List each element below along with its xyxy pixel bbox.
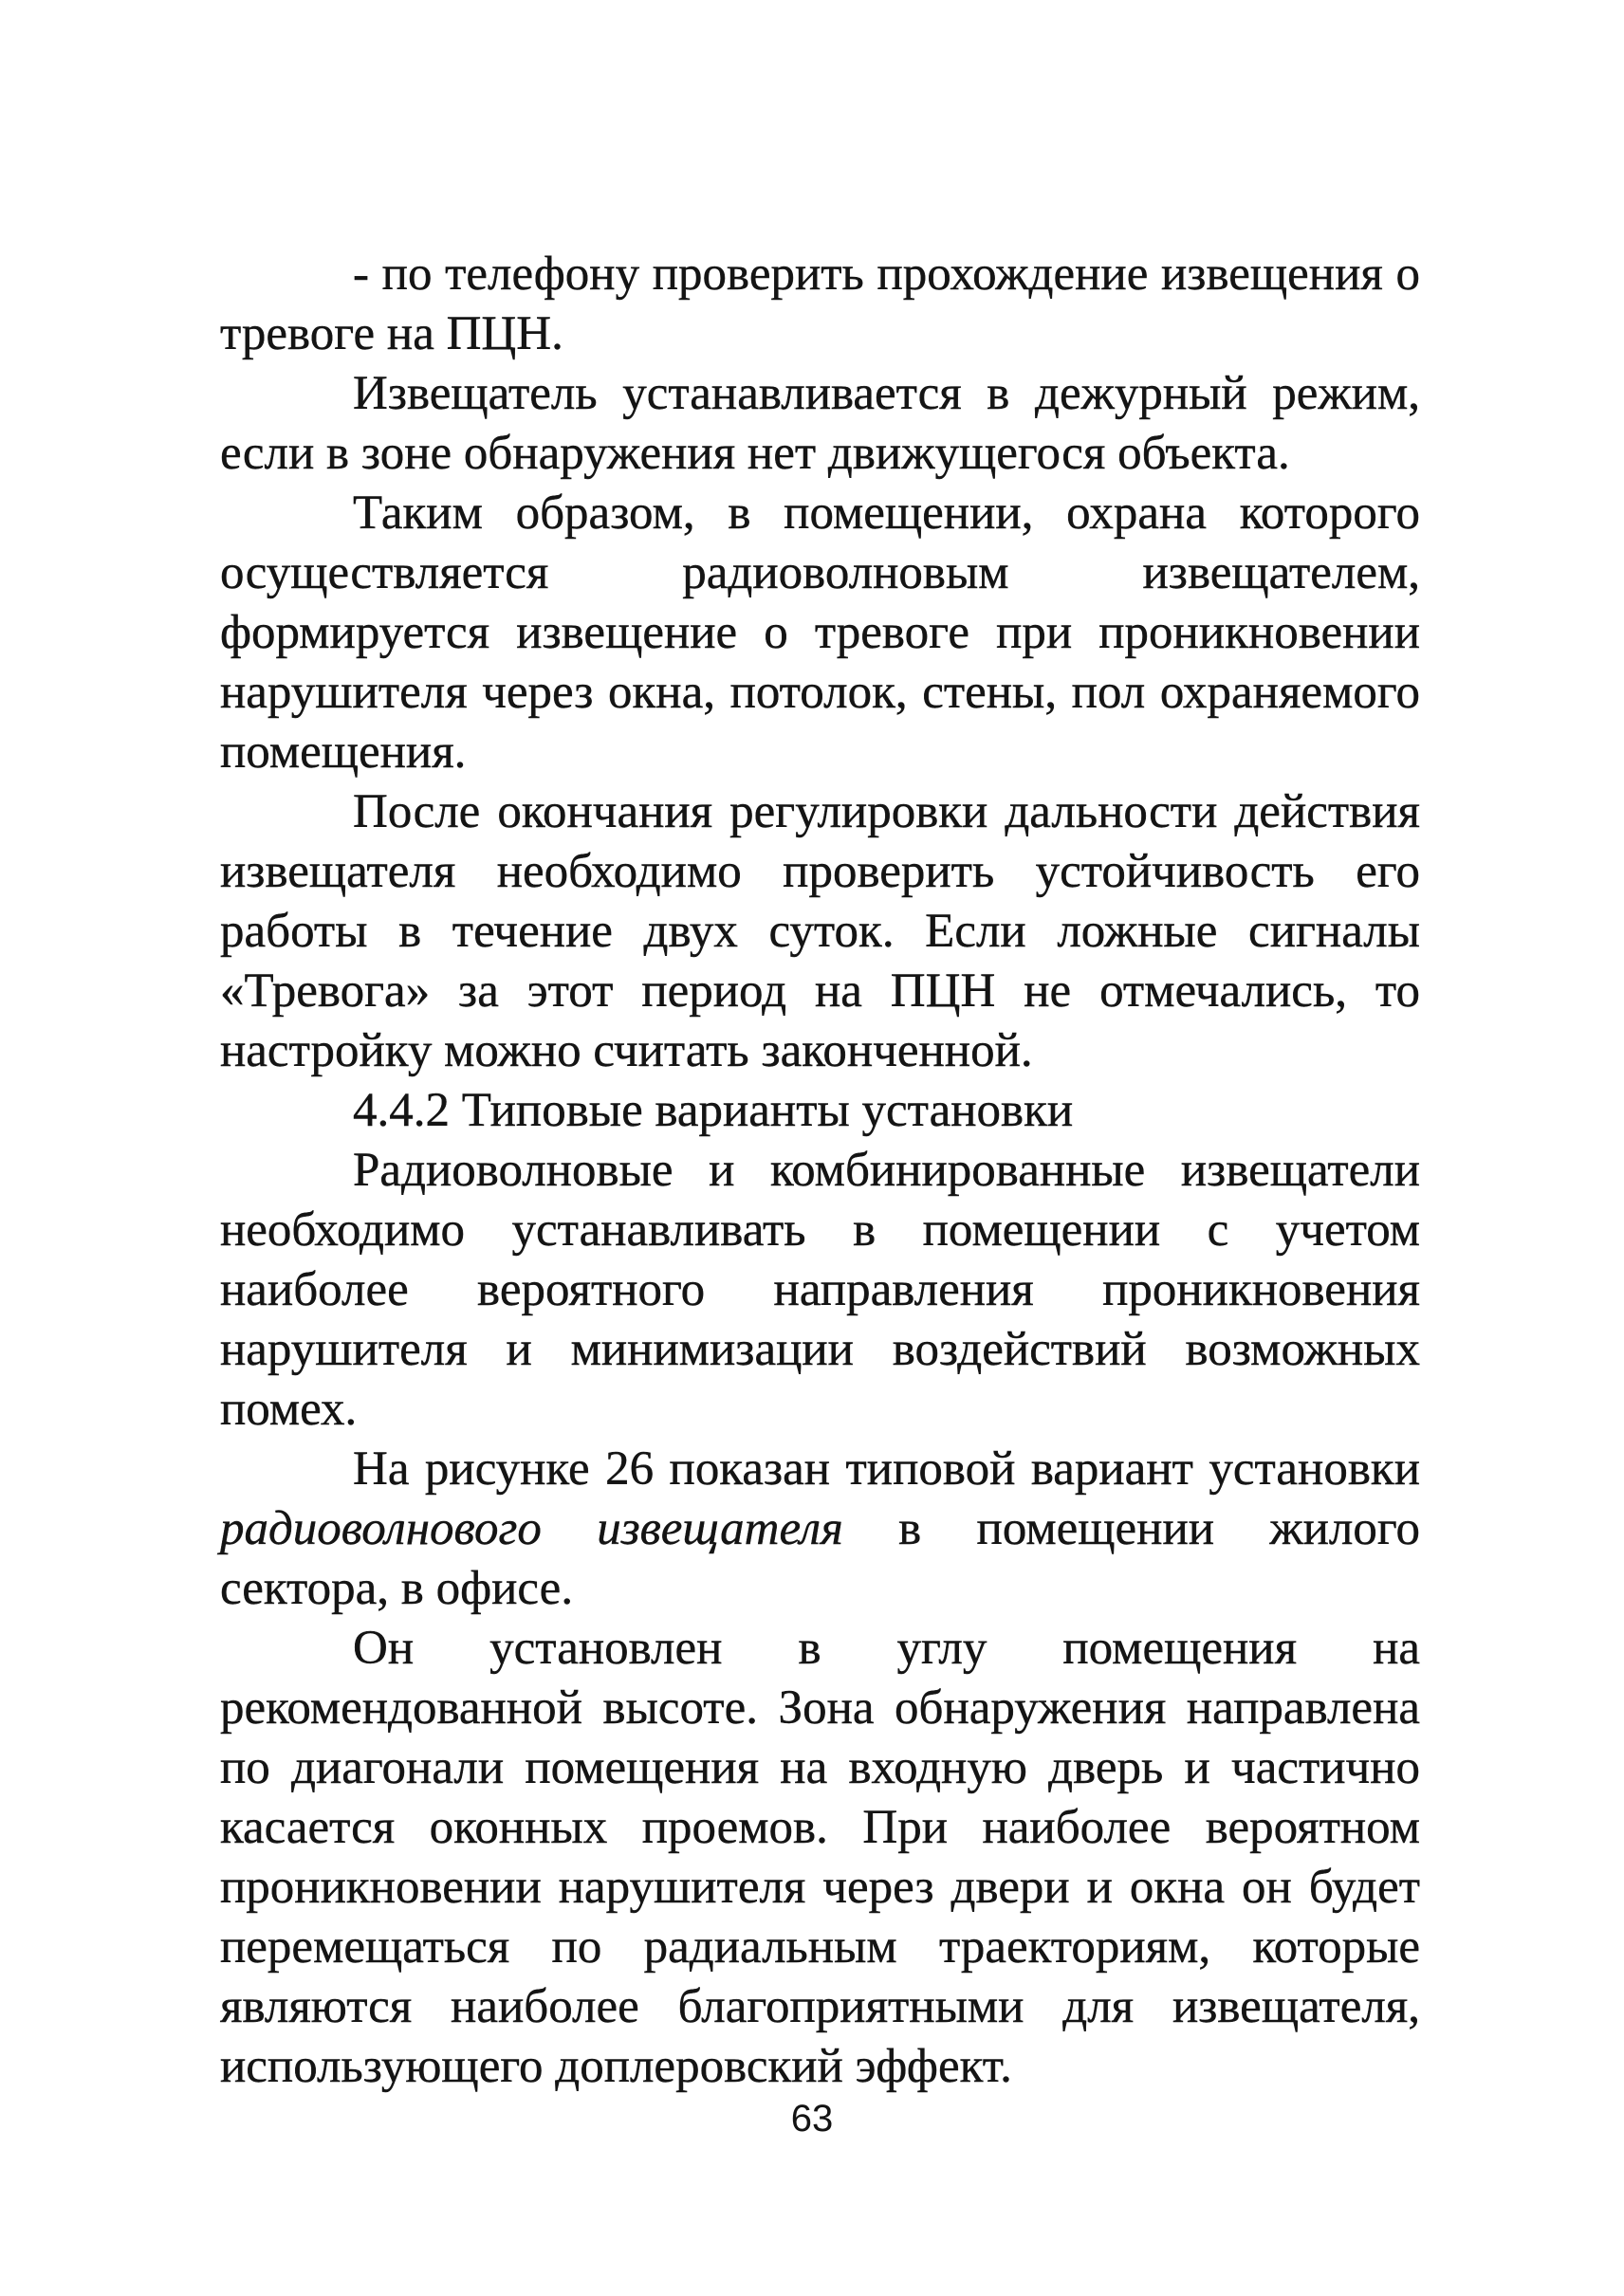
- paragraph-alarm-formation: Таким образом, в помещении, охрана которого осуществляется радиоволновым извещателем, формируется извещение о тревоге при проникновении нарушителя через окна, потолок, стены, пол охраняемого помещения.: [220, 487, 1420, 779]
- emphasized-term: радиоволнового извещателя: [220, 1502, 843, 1555]
- paragraph-figure-reference: [220, 1440, 1420, 1619]
- paragraph-corner-installation: Он установлен в углу помещения на рекомендованной высоте. Зона обнаружения направлена по диагонали помещения на входную дверь и частично касается оконных проемов. При наиболее вероятном проникновении нарушителя через двери и окна он будет перемещаться по радиальным траекториям, которые являются наиболее благоприятными для извещателя, использующего доплеровский эффект.: [220, 1622, 1420, 2093]
- page-body: [220, 245, 1420, 2097]
- paragraph-phone-check: - по телефону проверить прохождение извещения о тревоге на ПЦН.: [220, 248, 1420, 360]
- page-number: 63: [790, 2098, 834, 2140]
- figure-text-before: На рисунке 26 показан типовой вариант установки: [353, 1442, 1420, 1496]
- figure-text-after: в помещении жилого сектора, в офисе.: [220, 1502, 1420, 1615]
- section-heading: 4.4.2 Типовые варианты установки: [353, 1084, 1074, 1137]
- paragraph-installation-rules: Радиоволновые и комбинированные извещатели необходимо устанавливать в помещении с учетом наиболее вероятного направления проникновения нарушителя и минимизации воздействий возможных помех.: [220, 1144, 1420, 1436]
- paragraph-stability-check: После окончания регулировки дальности действия извещателя необходимо проверить устойчивость его работы в течение двух суток. Если ложные сигналы «Тревога» за этот период на ПЦН не отмечались, то настройку можно считать законченной.: [220, 785, 1420, 1077]
- paragraph-standby-mode: Извещатель устанавливается в дежурный режим, если в зоне обнаружения нет движущегося объекта.: [220, 367, 1420, 480]
